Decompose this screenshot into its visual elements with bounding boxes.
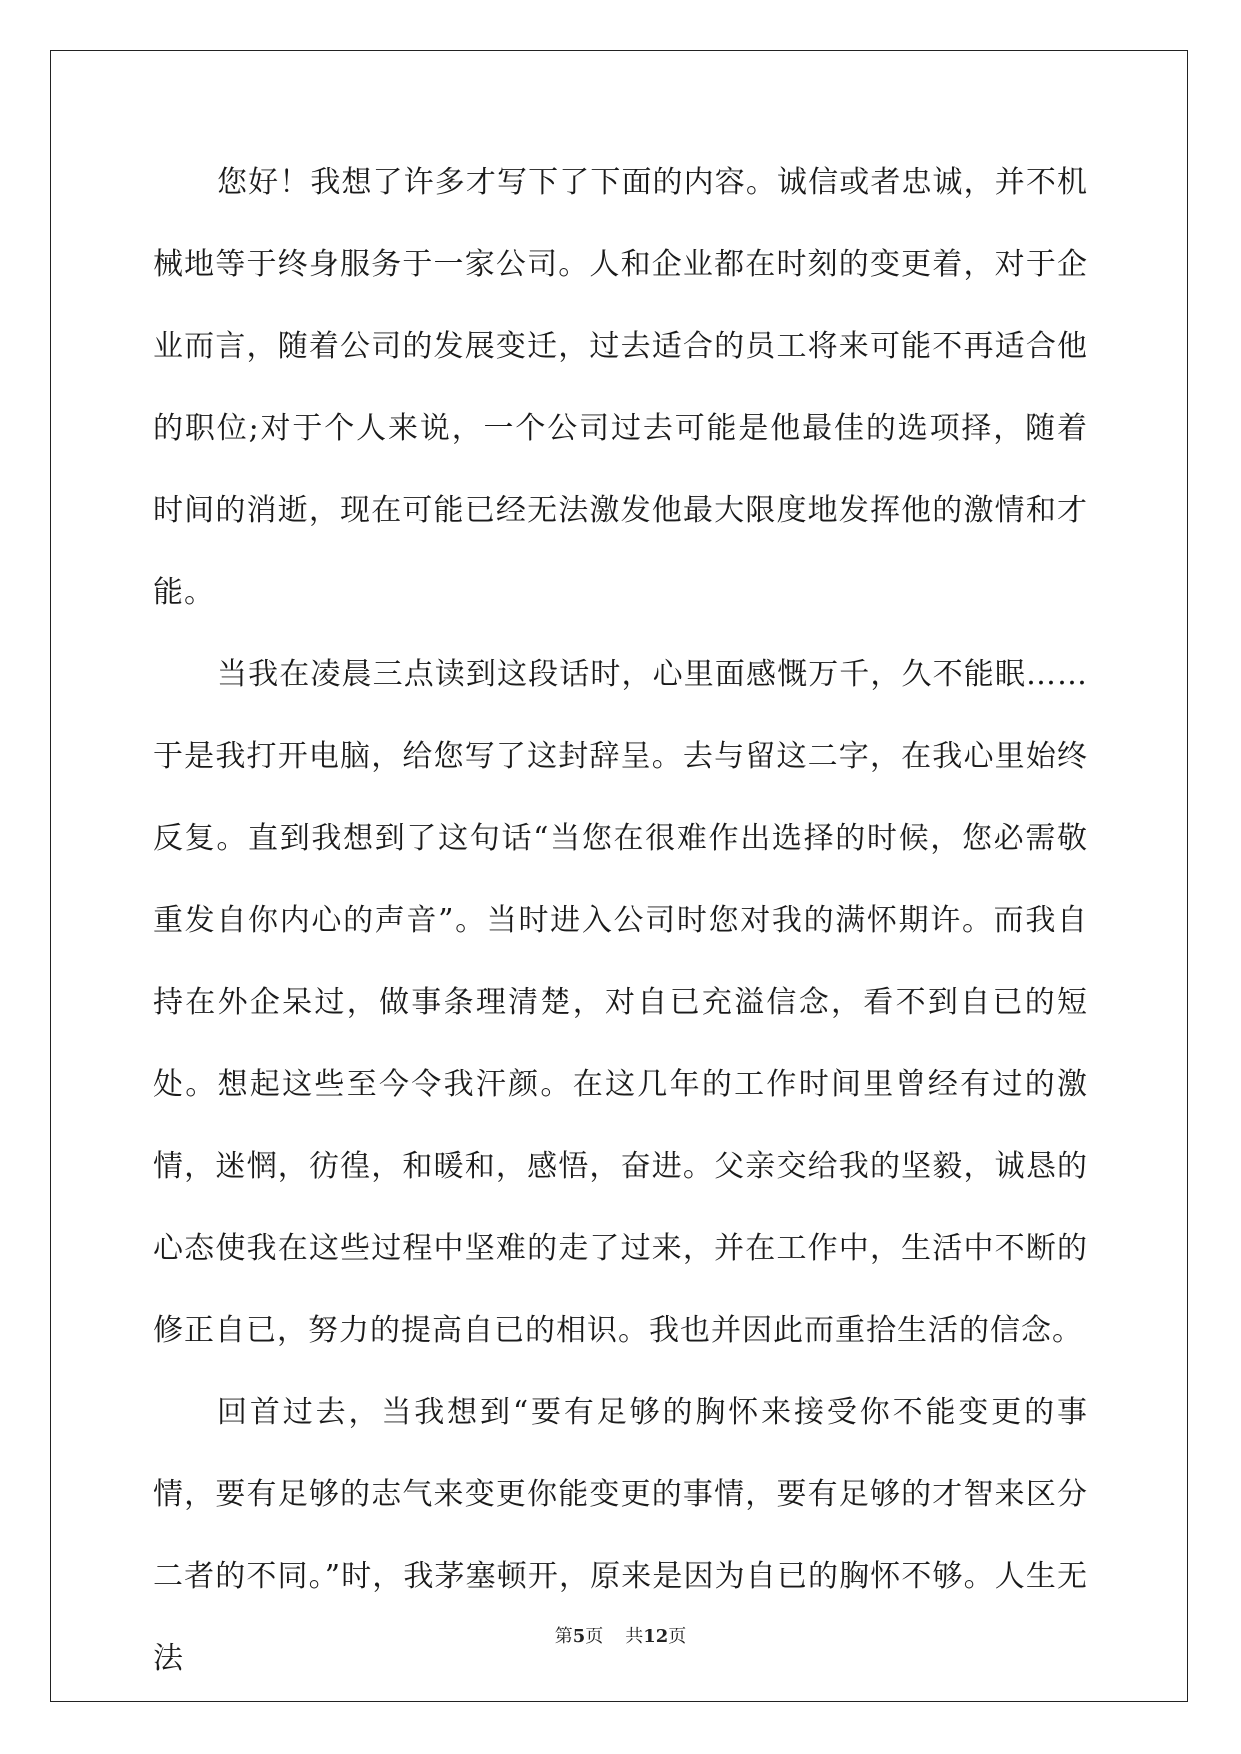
total-prefix: 共: [625, 1626, 644, 1647]
page-footer: [0, 1622, 1241, 1648]
document-body: [153, 165, 1088, 1700]
paragraph-1: 您好！我想了许多才写下了下面的内容。诚信或者忠诚，并不机械地等于终身服务于一家公司。人和企业都在时刻的变更着，对于企业而言，随着公司的发展变迁，过去适合的员工将来可能不再适合他的职位;对于个人来说，一个公司过去可能是他最佳的选项择，随着时间的消逝，现在可能已经无法激发他最大限度地发挥他的激情和才能。: [153, 165, 1088, 610]
page-total-number: 12: [643, 1626, 669, 1647]
page-unit: 页: [585, 1626, 604, 1647]
page-current-number: 5: [572, 1626, 586, 1647]
total-unit: 页: [668, 1626, 687, 1647]
paragraph-3: 回首过去，当我想到“要有足够的胸怀来接受你不能变更的事情，要有足够的志气来变更你能变更的事情，要有足够的才智来区分二者的不同。”时，我茅塞顿开，原来是因为自已的胸怀不够。人生无法: [153, 1395, 1088, 1676]
page-prefix: 第: [554, 1626, 573, 1647]
paragraph-2: 当我在凌晨三点读到这段话时，心里面感慨万千，久不能眠……于是我打开电脑，给您写了这封辞呈。去与留这二字，在我心里始终反复。直到我想到了这句话“当您在很难作出选择的时候，您必需敬重发自你内心的声音”。当时进入公司时您对我的满怀期许。而我自持在外企呆过，做事条理清楚，对自已充溢信念，看不到自已的短处。想起这些至今令我汗颜。在这几年的工作时间里曾经有过的激情，迷惘，彷徨，和暖和，感悟，奋进。父亲交给我的坚毅，诚恳的心态使我在这些过程中坚难的走了过来，并在工作中，生活中不断的修正自已，努力的提高自已的相识。我也并因此而重拾生活的信念。: [153, 657, 1088, 1348]
